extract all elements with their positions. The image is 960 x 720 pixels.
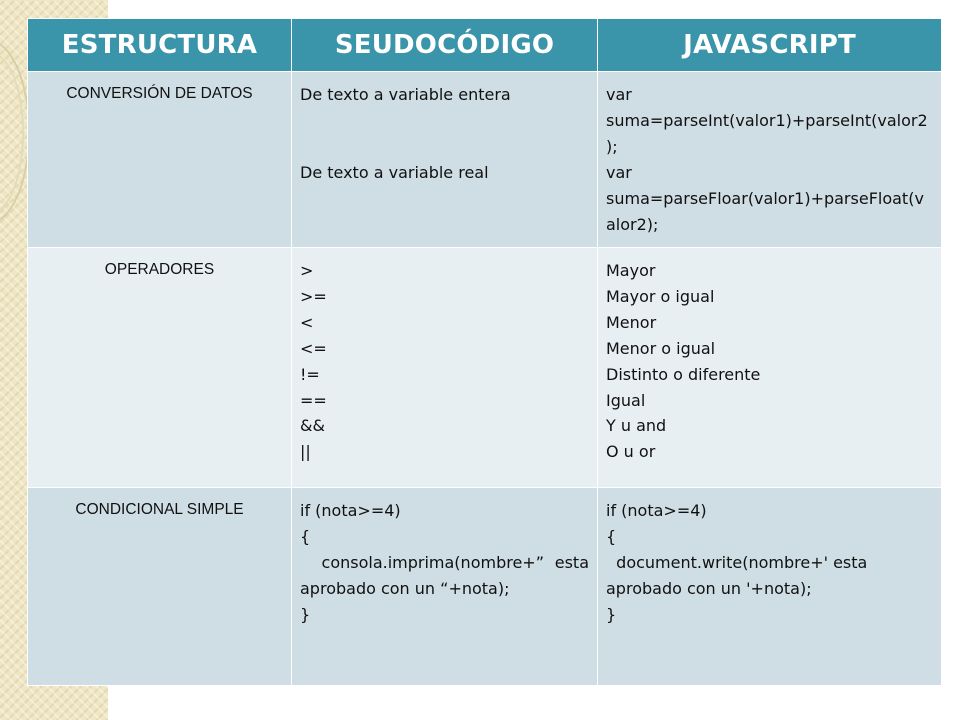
cell-javascript [598,72,942,248]
cell-seudocodigo [292,72,598,248]
table-row [28,248,942,488]
cell-seudocodigo [292,248,598,488]
cell-seudocodigo [292,488,598,686]
cell-javascript [598,488,942,686]
js-line: if (nota>=4) [606,501,707,520]
js-line: var [606,85,632,104]
operator-meaning: Distinto o diferente [606,364,761,384]
operator-meaning: O u or [606,442,656,462]
operator-symbol: < [300,312,314,332]
pseudo-line: } [300,604,311,624]
pseudo-line: De texto a variable entera [300,85,511,104]
operator-symbol: != [300,364,320,384]
operator-symbol: > [300,261,314,280]
table-row [28,72,942,248]
js-line: { [606,526,617,546]
pseudo-line: if (nota>=4) [300,501,401,520]
operator-symbol: || [300,442,311,462]
table-row [28,488,942,686]
operator-symbol: == [300,390,327,410]
js-line: suma=parseInt(valor1)+parseInt(valor2); [606,110,928,156]
operator-meaning: Menor o igual [606,338,716,358]
operator-symbol: && [300,416,325,436]
header-estructura: ESTRUCTURA [28,19,292,72]
operator-meaning: Mayor [606,261,656,280]
js-line: } [606,604,617,624]
operator-meaning: Mayor o igual [606,286,715,306]
operator-meaning: Igual [606,390,646,410]
js-line: suma=parseFloar(valor1)+parseFloat(valor2); [606,188,924,234]
spacer [300,108,589,160]
pseudo-line: consola.imprima(nombre+” esta aprobado con un “+nota); [300,552,595,598]
header-seudocodigo: SEUDOCÓDIGO [292,19,598,72]
js-line: document.write(nombre+' esta aprobado con un '+nota); [606,552,873,598]
js-line: var [606,162,632,182]
header-javascript: JAVASCRIPT [598,19,942,72]
operator-symbol: >= [300,286,327,306]
cell-estructura: CONVERSIÓN DE DATOS [28,72,292,248]
operator-symbol: <= [300,338,327,358]
comparison-table [27,18,942,686]
cell-estructura: OPERADORES [28,248,292,488]
pseudo-line: { [300,526,311,546]
cell-estructura: CONDICIONAL SIMPLE [28,488,292,686]
operator-meaning: Y u and [606,416,667,436]
pseudo-line: De texto a variable real [300,162,489,182]
cell-javascript [598,248,942,488]
table-header-row [28,19,942,72]
operator-meaning: Menor [606,312,657,332]
